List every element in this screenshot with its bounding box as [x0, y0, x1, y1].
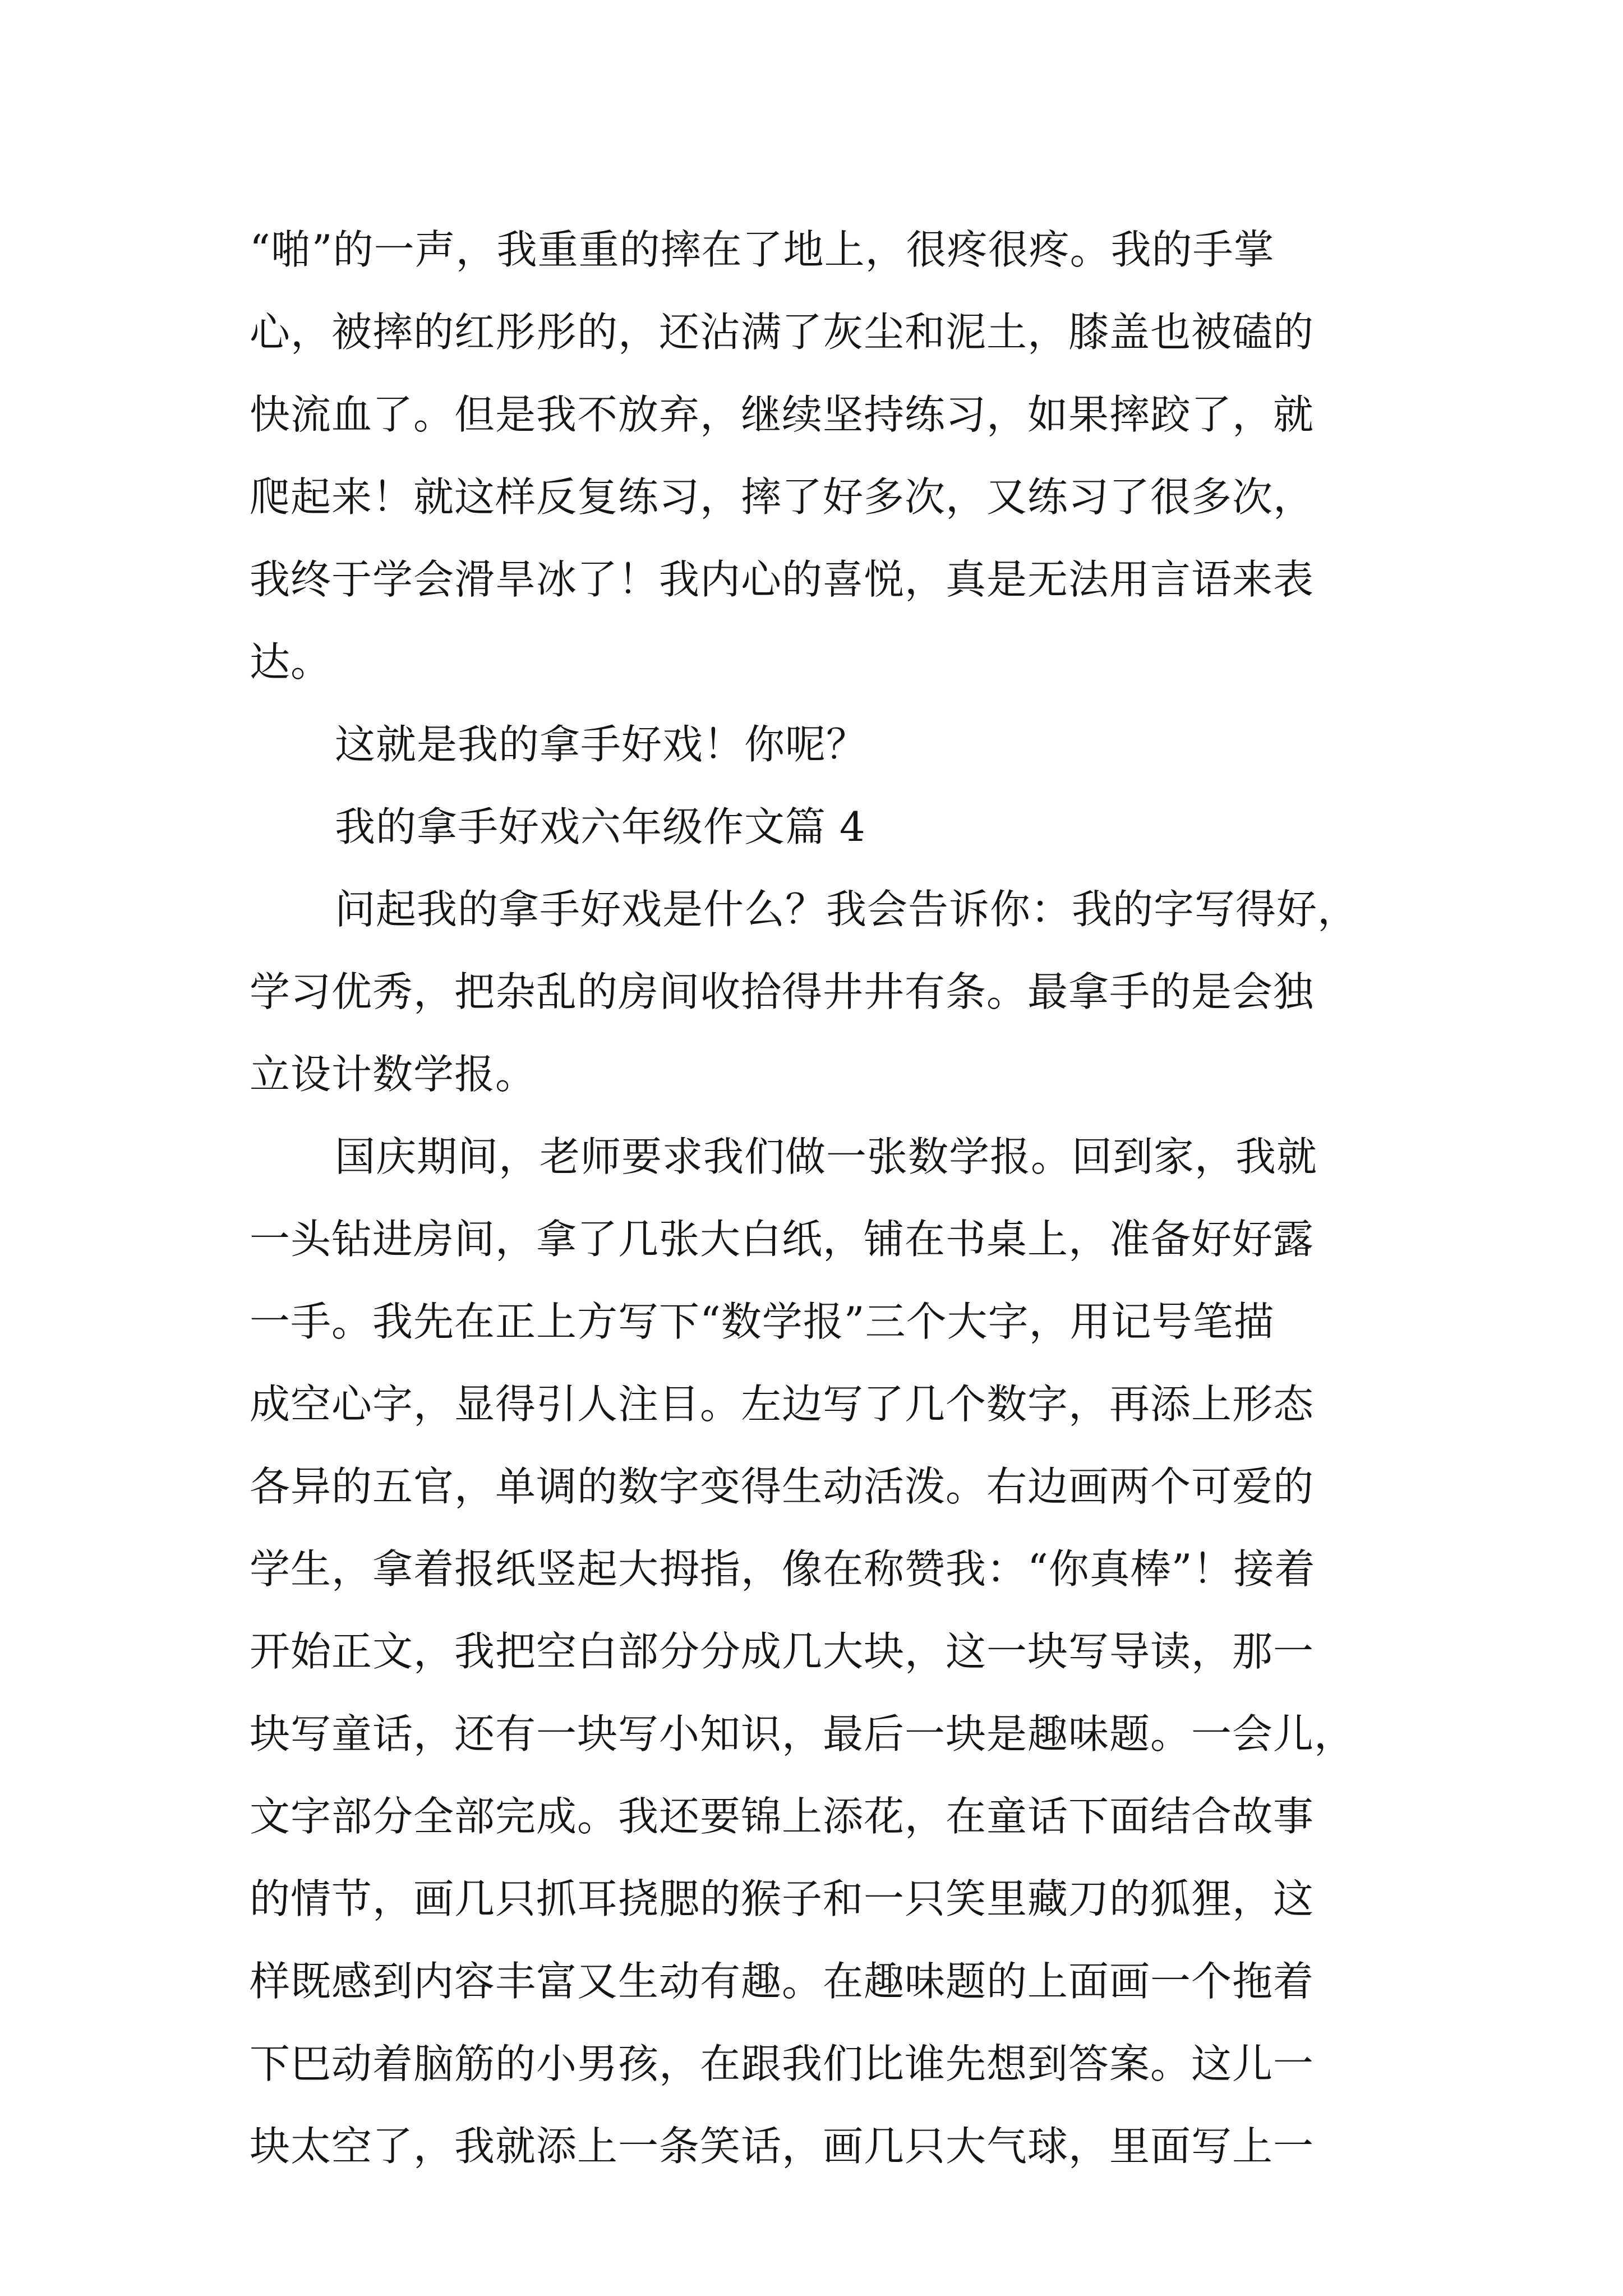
text-line: 下巴动着脑筋的小男孩，在跟我们比谁先想到答案。这儿一	[250, 2040, 1315, 2087]
text-line: 块太空了，我就添上一条笑话，画几只大气球，里面写上一	[250, 2123, 1315, 2170]
text-line: 问起我的拿手好戏是什么？我会告诉你：我的字写得好，	[335, 886, 1359, 933]
text-line: 国庆期间，老师要求我们做一张数学报。回到家，我就	[335, 1133, 1318, 1180]
text-line: 学习优秀，把杂乱的房间收拾得井井有条。最拿手的是会独	[250, 968, 1315, 1015]
text-line: 的情节，画几只抓耳挠腮的猴子和一只笑里藏刀的狐狸，这	[250, 1875, 1315, 1922]
text-line: 快流血了。但是我不放弃，继续坚持练习，如果摔跤了，就	[250, 391, 1315, 438]
text-line: 学生，拿着报纸竖起大拇指，像在称赞我：“你真棒”！接着	[250, 1545, 1316, 1593]
text-line: 达。	[250, 638, 332, 685]
text-line: 块写童话，还有一块写小知识，最后一块是趣味题。一会儿，	[250, 1710, 1355, 1757]
text-line: “啪”的一声，我重重的摔在了地上，很疼很疼。我的手掌	[250, 226, 1275, 273]
text-line: 这就是我的拿手好戏！你呢？	[335, 721, 868, 768]
text-line: 爬起来！就这样反复练习，摔了好多次，又练习了很多次，	[250, 473, 1315, 521]
text-line: 我终于学会滑旱冰了！我内心的喜悦，真是无法用言语来表	[250, 556, 1315, 603]
text-line: 立设计数学报。	[250, 1051, 537, 1098]
essay-body	[250, 209, 1388, 2188]
text-line: 样既感到内容丰富又生动有趣。在趣味题的上面画一个拖着	[250, 1958, 1315, 2005]
text-line: 一头钻进房间，拿了几张大白纸，铺在书桌上，准备好好露	[250, 1216, 1315, 1263]
text-line: 各异的五官，单调的数字变得生动活泼。右边画两个可爱的	[250, 1463, 1315, 1510]
text-line: 心，被摔的红彤彤的，还沾满了灰尘和泥土，膝盖也被磕的	[250, 309, 1315, 356]
text-line: 文字部分全部完成。我还要锦上添花，在童话下面结合故事	[250, 1793, 1315, 1840]
text-line: 成空心字，显得引人注目。左边写了几个数字，再添上形态	[250, 1381, 1315, 1428]
text-line: 开始正文，我把空白部分分成几大块，这一块写导读，那一	[250, 1628, 1315, 1675]
section-heading: 我的拿手好戏六年级作文篇 4	[335, 803, 866, 850]
text-line: 一手。我先在正上方写下“数学报”三个大字，用记号笔描	[250, 1298, 1275, 1345]
